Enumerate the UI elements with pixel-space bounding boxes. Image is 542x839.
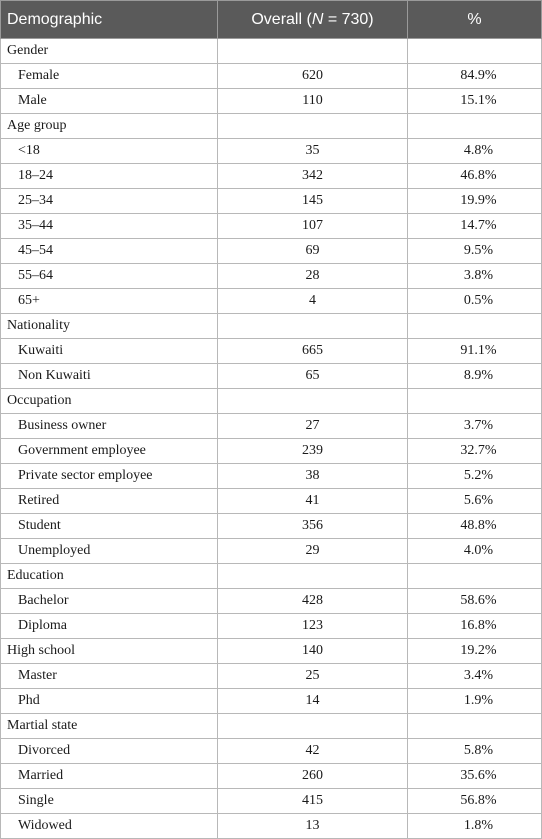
header-percent: % bbox=[408, 1, 542, 39]
overall-count bbox=[218, 314, 408, 339]
overall-count: 145 bbox=[218, 189, 408, 214]
row-label: <18 bbox=[1, 139, 218, 164]
header-overall bbox=[218, 1, 408, 39]
percent-value bbox=[408, 564, 542, 589]
overall-count bbox=[218, 39, 408, 64]
percent-value: 48.8% bbox=[408, 514, 542, 539]
overall-count: 665 bbox=[218, 339, 408, 364]
overall-count: 415 bbox=[218, 789, 408, 814]
overall-count bbox=[218, 389, 408, 414]
row-label: Male bbox=[1, 89, 218, 114]
group-label: Martial state bbox=[1, 714, 218, 739]
table-row bbox=[1, 289, 542, 314]
row-label: Private sector employee bbox=[1, 464, 218, 489]
row-label: Divorced bbox=[1, 739, 218, 764]
row-label: Retired bbox=[1, 489, 218, 514]
table-row bbox=[1, 214, 542, 239]
table-row bbox=[1, 614, 542, 639]
overall-count: 110 bbox=[218, 89, 408, 114]
overall-count bbox=[218, 564, 408, 589]
table-row bbox=[1, 239, 542, 264]
percent-value: 46.8% bbox=[408, 164, 542, 189]
percent-value: 16.8% bbox=[408, 614, 542, 639]
table-group-row bbox=[1, 564, 542, 589]
table-row bbox=[1, 689, 542, 714]
percent-value: 3.8% bbox=[408, 264, 542, 289]
overall-count: 29 bbox=[218, 539, 408, 564]
row-label: Phd bbox=[1, 689, 218, 714]
table-row bbox=[1, 189, 542, 214]
table-row bbox=[1, 264, 542, 289]
overall-count: 42 bbox=[218, 739, 408, 764]
overall-count: 107 bbox=[218, 214, 408, 239]
overall-count: 69 bbox=[218, 239, 408, 264]
percent-value: 3.7% bbox=[408, 414, 542, 439]
overall-count: 342 bbox=[218, 164, 408, 189]
percent-value: 91.1% bbox=[408, 339, 542, 364]
overall-count: 14 bbox=[218, 689, 408, 714]
percent-value: 1.9% bbox=[408, 689, 542, 714]
row-label: Non Kuwaiti bbox=[1, 364, 218, 389]
group-label: High school bbox=[1, 639, 218, 664]
percent-value bbox=[408, 314, 542, 339]
row-label: 18–24 bbox=[1, 164, 218, 189]
percent-value: 35.6% bbox=[408, 764, 542, 789]
table-group-row bbox=[1, 714, 542, 739]
percent-value bbox=[408, 39, 542, 64]
percent-value bbox=[408, 114, 542, 139]
table-row bbox=[1, 164, 542, 189]
row-label: 45–54 bbox=[1, 239, 218, 264]
percent-value: 56.8% bbox=[408, 789, 542, 814]
table-row bbox=[1, 364, 542, 389]
table-row bbox=[1, 764, 542, 789]
table-group-row bbox=[1, 39, 542, 64]
table-row bbox=[1, 514, 542, 539]
overall-count: 35 bbox=[218, 139, 408, 164]
row-label: Diploma bbox=[1, 614, 218, 639]
percent-value: 5.2% bbox=[408, 464, 542, 489]
table-row bbox=[1, 464, 542, 489]
overall-count: 27 bbox=[218, 414, 408, 439]
group-label: Nationality bbox=[1, 314, 218, 339]
table-row bbox=[1, 64, 542, 89]
table-row bbox=[1, 814, 542, 839]
table-row bbox=[1, 339, 542, 364]
row-label: Bachelor bbox=[1, 589, 218, 614]
percent-value: 4.8% bbox=[408, 139, 542, 164]
group-label: Education bbox=[1, 564, 218, 589]
table-body bbox=[1, 39, 542, 839]
percent-value: 5.6% bbox=[408, 489, 542, 514]
table-group-row bbox=[1, 314, 542, 339]
table-row bbox=[1, 739, 542, 764]
header-overall-suffix: = 730) bbox=[323, 10, 374, 28]
header-demographic: Demographic bbox=[1, 1, 218, 39]
overall-count: 38 bbox=[218, 464, 408, 489]
percent-value: 8.9% bbox=[408, 364, 542, 389]
overall-count: 428 bbox=[218, 589, 408, 614]
percent-value bbox=[408, 714, 542, 739]
group-label: Age group bbox=[1, 114, 218, 139]
overall-count: 123 bbox=[218, 614, 408, 639]
row-label: 35–44 bbox=[1, 214, 218, 239]
percent-value: 84.9% bbox=[408, 64, 542, 89]
percent-value: 58.6% bbox=[408, 589, 542, 614]
table-row bbox=[1, 664, 542, 689]
table-group-row bbox=[1, 389, 542, 414]
table-row bbox=[1, 414, 542, 439]
row-label: Government employee bbox=[1, 439, 218, 464]
overall-count: 4 bbox=[218, 289, 408, 314]
percent-value: 3.4% bbox=[408, 664, 542, 689]
row-label: Unemployed bbox=[1, 539, 218, 564]
percent-value: 1.8% bbox=[408, 814, 542, 839]
row-label: Business owner bbox=[1, 414, 218, 439]
percent-value: 14.7% bbox=[408, 214, 542, 239]
overall-count bbox=[218, 114, 408, 139]
row-label: 55–64 bbox=[1, 264, 218, 289]
percent-value: 19.2% bbox=[408, 639, 542, 664]
table-group-row bbox=[1, 114, 542, 139]
overall-count: 41 bbox=[218, 489, 408, 514]
table-header bbox=[1, 1, 542, 39]
percent-value: 5.8% bbox=[408, 739, 542, 764]
table-group-row bbox=[1, 639, 542, 664]
row-label: Master bbox=[1, 664, 218, 689]
table-row bbox=[1, 439, 542, 464]
header-overall-n: N bbox=[311, 10, 324, 28]
overall-count: 260 bbox=[218, 764, 408, 789]
header-row bbox=[1, 1, 542, 39]
row-label: Female bbox=[1, 64, 218, 89]
overall-count: 239 bbox=[218, 439, 408, 464]
overall-count: 356 bbox=[218, 514, 408, 539]
row-label: Single bbox=[1, 789, 218, 814]
header-overall-prefix: Overall ( bbox=[251, 10, 312, 28]
row-label: 25–34 bbox=[1, 189, 218, 214]
row-label: Kuwaiti bbox=[1, 339, 218, 364]
row-label: 65+ bbox=[1, 289, 218, 314]
percent-value: 0.5% bbox=[408, 289, 542, 314]
table-row bbox=[1, 789, 542, 814]
table-row bbox=[1, 89, 542, 114]
percent-value bbox=[408, 389, 542, 414]
table-row bbox=[1, 489, 542, 514]
percent-value: 19.9% bbox=[408, 189, 542, 214]
overall-count: 140 bbox=[218, 639, 408, 664]
group-label: Gender bbox=[1, 39, 218, 64]
overall-count: 28 bbox=[218, 264, 408, 289]
overall-count: 65 bbox=[218, 364, 408, 389]
percent-value: 9.5% bbox=[408, 239, 542, 264]
percent-value: 15.1% bbox=[408, 89, 542, 114]
group-label: Occupation bbox=[1, 389, 218, 414]
row-label: Student bbox=[1, 514, 218, 539]
overall-count: 620 bbox=[218, 64, 408, 89]
table-row bbox=[1, 139, 542, 164]
overall-count bbox=[218, 714, 408, 739]
row-label: Widowed bbox=[1, 814, 218, 839]
table-row bbox=[1, 589, 542, 614]
overall-count: 25 bbox=[218, 664, 408, 689]
table-row bbox=[1, 539, 542, 564]
overall-count: 13 bbox=[218, 814, 408, 839]
percent-value: 32.7% bbox=[408, 439, 542, 464]
row-label: Married bbox=[1, 764, 218, 789]
percent-value: 4.0% bbox=[408, 539, 542, 564]
